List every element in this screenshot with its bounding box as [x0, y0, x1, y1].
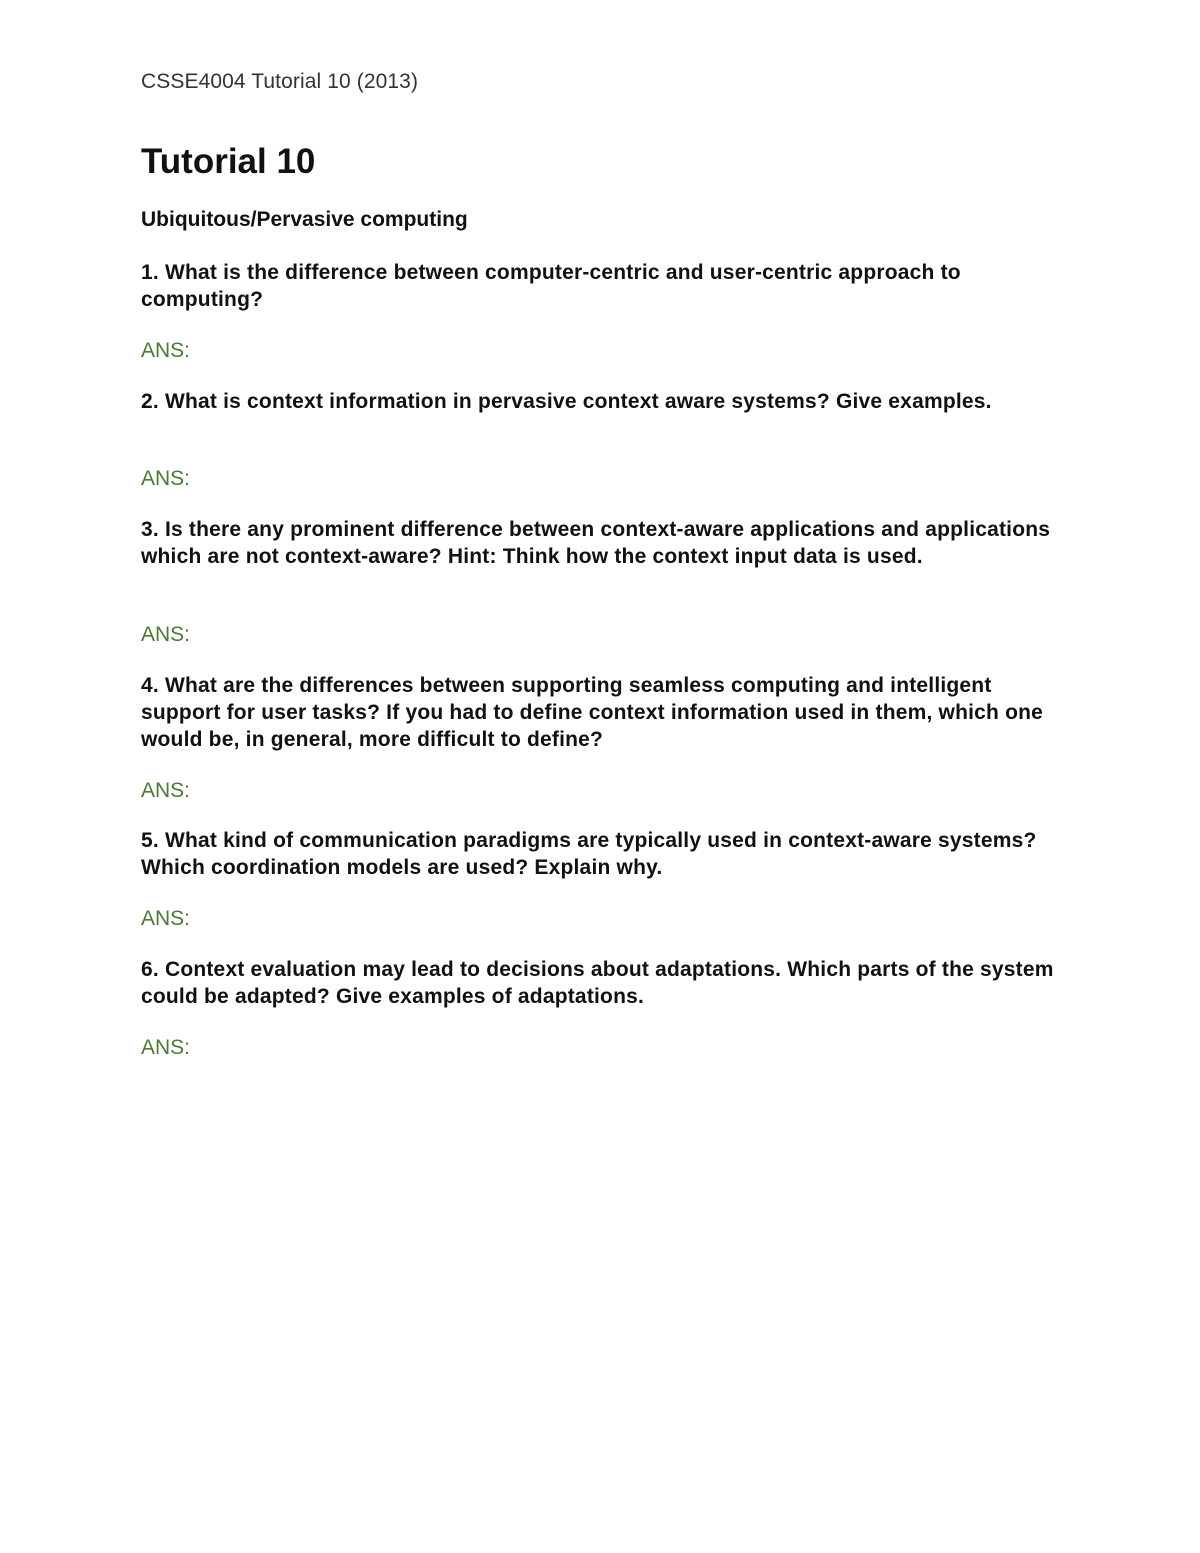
page-title: Tutorial 10 [141, 142, 316, 181]
question-5: 5. What kind of communication paradigms are typically used in context-aware systems? Which coordination models are used? Explain why. [141, 829, 1037, 879]
answer-label-1: ANS: [141, 339, 191, 362]
question-6: 6. Context evaluation may lead to decisions about adaptations. Which parts of the system could be adapted? Give examples of adaptations. [141, 958, 1054, 1008]
answer-label-2: ANS: [141, 467, 191, 490]
question-3: 3. Is there any prominent difference between context-aware applications and applications which are not context-aware? Hint: Think how the context input data is used. [141, 518, 1051, 568]
answer-label-5: ANS: [141, 907, 191, 930]
answer-label-6: ANS: [141, 1036, 191, 1059]
question-1: 1. What is the difference between computer-centric and user-centric approach to computing? [141, 261, 961, 311]
topic-subtitle: Ubiquitous/Pervasive computing [141, 208, 468, 231]
answer-label-3: ANS: [141, 623, 191, 646]
question-2: 2. What is context information in pervasive context aware systems? Give examples. [141, 390, 992, 413]
answer-label-4: ANS: [141, 779, 191, 802]
course-header: CSSE4004 Tutorial 10 (2013) [141, 70, 419, 93]
question-4: 4. What are the differences between supporting seamless computing and intelligent support for user tasks? If you had to define context information used in them, which one would be, in general, more difficult to define? [141, 674, 1044, 751]
